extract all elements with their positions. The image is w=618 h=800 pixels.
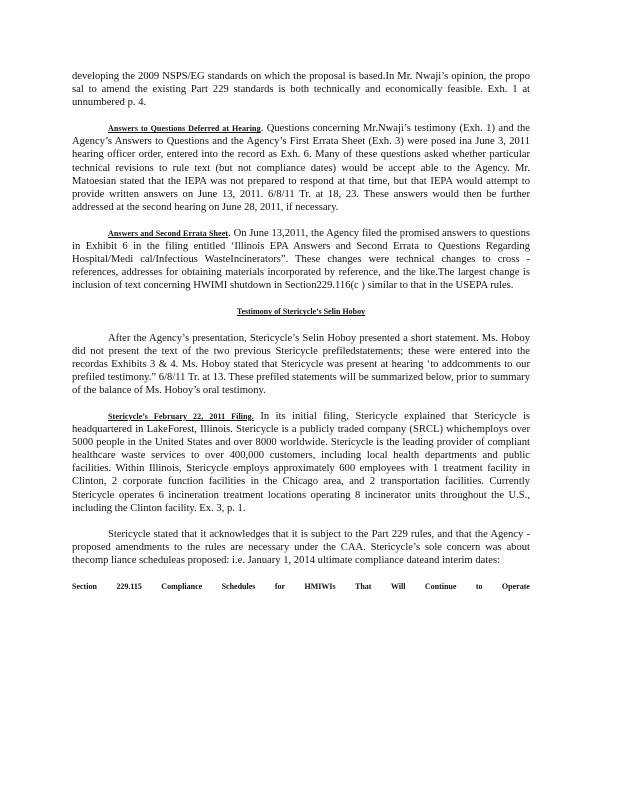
section-word: Will [390,582,406,591]
section-word: for [274,582,286,591]
paragraph-2-body: . Questions concerning Mr.Nwaji’s testimony (Exh. 1) and the Agency’s Answers to Questions and the Agency’s First Errata Sheet (Exh. 3) were posed ina June 3, 2011 hearing officer order, entered into the record as Exh. 6. Many of these questions asked whether particular technical revisions to rule text (but not compliance dates) would be accept able to the Agency. Mr. Matoesian stated that the IEPA was not prepared to respond at that time, but that IEPA would attempt to provide written answers on June 13, 2011. 6/8/11 Tr. at 18, 23. These answers would then be further addressed at the second hearing on June 28, 2011, if necessary. [72,123,530,213]
section-heading [72,305,530,318]
paragraph-5 [72,410,530,515]
paragraph-2 [72,122,530,214]
paragraph-5-body: In its initial filing, Stericycle explained that Stericycle is headquartered in LakeForest, Illinois. Stericycle is a publicly traded company (SRCL) whichemploys over 5000 people in the United States and over 8000 worldwide. Stericycle is the leading provider of compliant healthcare waste services to over 400,000 customers, including local health departments and public facilities. Within Illinois, Stericycle employs approximately 600 employees with 1 treatment facility in Clinton, 2 corporate function facilities in the Chicago area, and 2 transportation facilities. Currently Stericycle operates 6 incineration treatment locations operating 8 incinerator units throughout the U.S., including the Clinton facility. Ex. 3, p. 1. [72,410,531,514]
section-word: Operate [501,582,530,591]
paragraph-4: After the Agency’s presentation, Stericycle’s Selin Hoboy presented a short statement. Ms. Hoboy did not present the text of the two previous Stericycle prefiledstatements; these were entered into the recordas Exhibits 3 & 4. Ms. Hoboy stated that Stericycle was present at hearing ‘to addcomments to our prefiled testimony.” 6/8/11 Tr. at 13. These prefiled statements will be summarized below, prior to summary of the balance of Ms. Hoboy’s oral testimony. [72,332,530,396]
document-page [72,70,530,593]
section-word: Section [72,582,97,591]
paragraph-3 [72,227,530,292]
paragraph-6: Stericycle stated that it acknowledges that it is subject to the Part 229 rules, and that the Agency -proposed amendments to the rules are necessary under the CAA. Stericycle’s sole concern was about thecomp liance scheduleas proposed: i.e. January 1, 2014 ultimate compliance dateand interim dates: [72,528,530,566]
paragraph-3-heading: Answers and Second Errata Sheet [108,228,229,238]
paragraph-2-heading: Answers to Questions Deferred at Hearing [108,124,261,134]
section-word: to [475,582,483,591]
paragraph-1: developing the 2009 NSPS/EG standards on which the proposal is based.In Mr. Nwaji’s opinion, the propo sal to amend the existing Part 229 standards is both technically and economically feasible. Exh. 1 at unnumbered p. 4. [72,71,530,109]
paragraph-3-body: . On June 13,2011, the Agency filed the promised answers to questions in Exhibit 6 in the filing entitled ‘Illinois EPA Answers and Second Errata to Questions Regarding Hospital/Medi cal/Infectious WasteIncinerators”. These changes were technical changes to cross -references, addresses for obtaining materials incorporated by reference, and the like.The largest change is inclusion of text concerning HWIMI shutdown in Section229.116(c ) similar to that in the USEPA rules. [72,227,530,292]
paragraph-5-heading: Stericycle’s February 22, 2011 Filing. [108,411,254,421]
section-word: Continue [424,582,457,591]
section-word: Compliance [161,582,203,591]
section-word: HMIWIs [304,582,336,591]
section-word: 229.115 [116,582,142,591]
section-title-line [72,580,530,593]
section-word: Schedules [221,582,256,591]
section-heading-text: Testimony of Stericycle’s Selin Hoboy [236,307,366,317]
section-word: That [355,582,372,591]
